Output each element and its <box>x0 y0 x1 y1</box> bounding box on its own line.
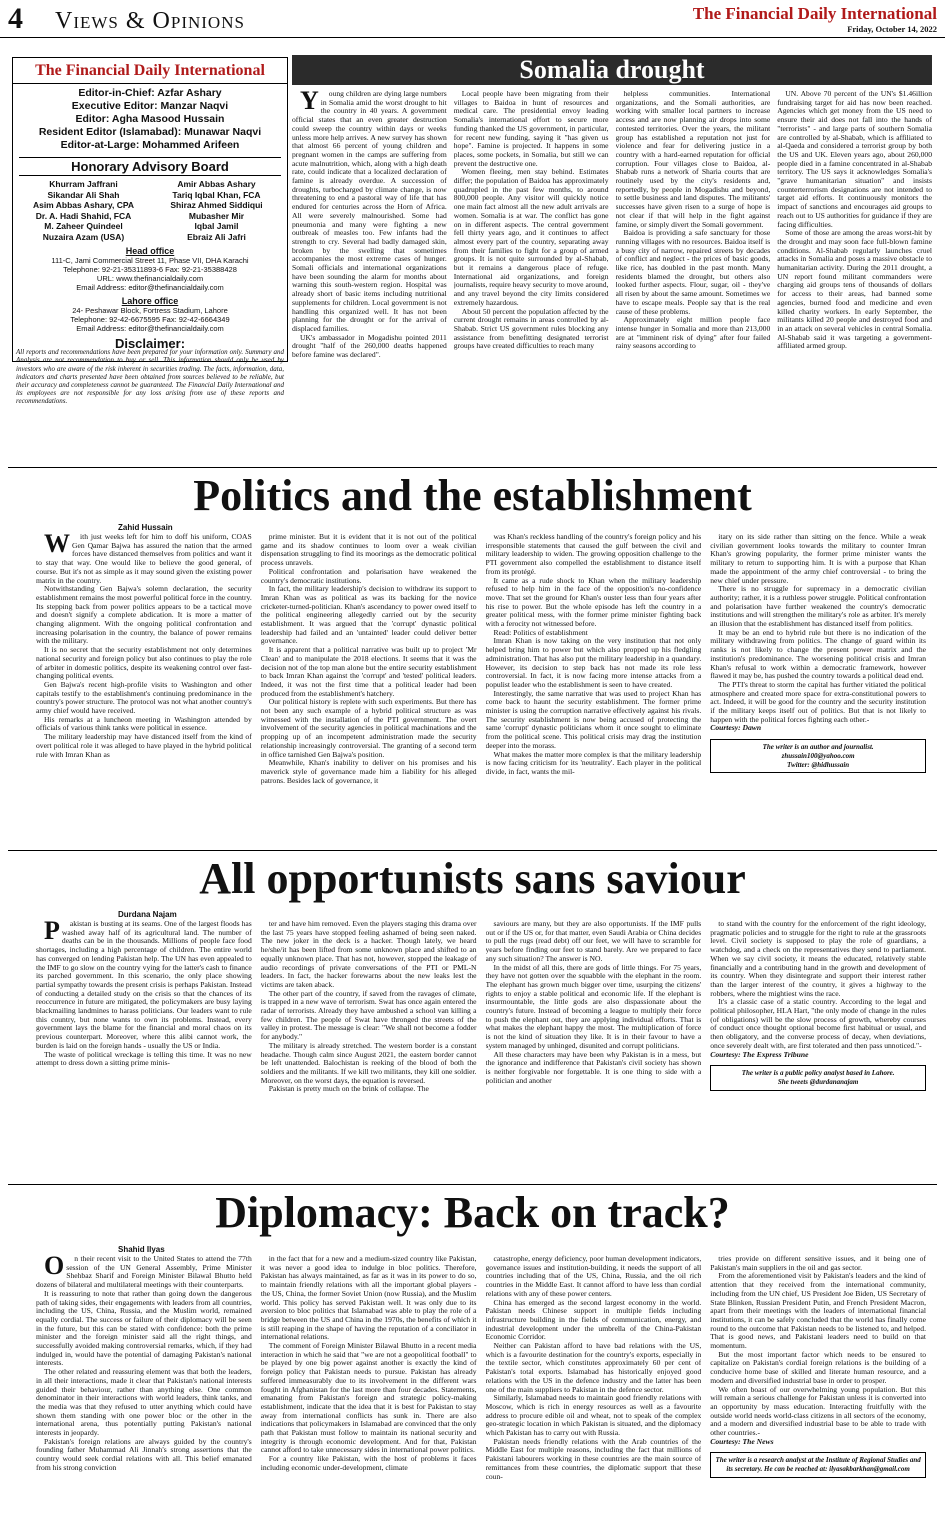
advisory-member: Nuzaira Azam (USA) <box>42 231 125 242</box>
paragraph: We often boast of our overwhelming young population. But this will remain a serious challenge for Pakistan unless it is converted into an opportunity by mass education. Interacting fruitfully with the outside world needs world-class citizens in all sectors of the economy, and a modern and diversified industrial base to be able to trade with other countries.- <box>710 1384 926 1438</box>
editor-line: Editor: Agha Masood Hussain <box>75 113 225 125</box>
head-office-title: Head office <box>125 246 175 256</box>
divider <box>8 467 937 468</box>
paragraph: On their recent visit to the United States to attend the 77th session of the UN General Assembly, Prime Minister Shehbaz Sharif and Foreign Minister Bilawal Bhutto held dozens of bilateral and multilateral meetings with their counterparts. <box>36 1255 252 1290</box>
editor-line: Editor-in-Chief: Azfar Ashary <box>78 87 222 99</box>
author-note <box>710 1065 926 1090</box>
editors-list <box>13 87 287 152</box>
paragraph: The PTI's threat to storm the capital has further vitiated the political atmosphere and created more space for extra-constitutional powers to act. Indeed, it will be good for the country and the security institution if the military keeps itself out of politics. But that is not likely to happen with the political forces fighting each other.- <box>710 679 926 724</box>
paragraph: ter and have him removed. Even the players staging this drama over the last 75 years have stopped feeling ashamed of being seen naked. The new joker in the deck is a hacker. Though lately, we heard he/she/it has been lifted from some unknown place and shifted to an equally unknown place. That has not, however, stopped the leakage of audio recordings of private conversations of the PTI or PML-N leaders. In fact, the hacker forewarns about the new leaks lest the victims are taken aback. <box>260 920 477 989</box>
editor-line: Resident Editor (Islamabad): Munawar Naqvi <box>38 126 262 138</box>
article-column <box>261 533 477 845</box>
advisory-member: Tariq Iqbal Khan, FCA <box>172 189 261 200</box>
author-note-line: She tweets @durdananajam <box>777 1077 859 1086</box>
paragraph: The other related and reassuring element was that both the leaders, in all their interactions, made it clear that Pakistan's national interests guided their behaviour, rather than anything else. One common denominator in their interactions with world leaders, think tanks, and the media was that they refused to utter anything which could have shown them standing with one power bloc or the other in the international arena, thus potentially putting Pakistan's national interests in jeopardy. <box>36 1367 252 1438</box>
author-note-line: Twitter: @hidhussain <box>787 760 850 769</box>
masthead-box <box>12 57 288 362</box>
paragraph: Read: Politics of establishment <box>493 627 588 637</box>
paragraph: Imran Khan is now taking on the very institution that not only helped bring him to power but which also propped up his fledgling administration. That has also put the military leadership in a quandary. However, its decision to step back has not made its role less controversial. In fact, it is now facing more intense attacks from a populist leader who the establishment is seen to have created. <box>485 636 702 689</box>
paragraph: Pakistan needs friendly relations with the Arab countries of the Middle East for multiple reasons, including the fact that millions of Pakistani labourers working in these countries are the main source of remittances from these countries, the diplomatic support that these coun- <box>485 1436 702 1481</box>
paragraph: It is reassuring to note that rather than going down the dangerous path of taking sides, their engagements with leaders from all countries, including the US, China, Russia, and the Muslim world, remained equally cordial. The success or failure of their diplomacy will be seen in the future, but this can be stated with confidence: both the prime minister and the foreign minister said all the right things, and successfully avoided making controversial remarks, which, if they had indulged in, would have the potential of damaging Pakistan's national interests. <box>36 1288 252 1368</box>
editor-line: Executive Editor: Manzar Naqvi <box>71 100 229 112</box>
article-column <box>710 920 926 1178</box>
paragraph: Gen Bajwa's recent high-profile visits to Washington and other capitals testify to the establishment's continuing predominance in the country's power structure. The protocol was not what another country's army chief would have received. <box>36 679 252 716</box>
section-title: Views & Opinions <box>55 8 245 34</box>
diplomacy-byline: Shahid Ilyas <box>118 1245 165 1254</box>
issue-date: Friday, October 14, 2022 <box>847 24 937 34</box>
article-column <box>486 1255 702 1525</box>
paragraph: But the most important factor which needs to be ensured to capitalize on Pakistan's cordial foreign relations is the building of a conducive home base of skilled and literate human resource, and a modern and diversified industrial base in order to prosper. <box>710 1349 926 1385</box>
paragraph: catastrophe, energy deficiency, poor human development indicators, governance issues and institution-building, it needs the support of all countries including that of the US, China, Russia, and the oil rich countries in the Middle East. It cannot afford to have less than cordial relations with any of these power centers. <box>485 1255 702 1298</box>
paragraph: Young children are dying large numbers in Somalia amid the worst drought to hit the country in 40 years. A government official states that an even greater destruction could sweep the country within days or weeks unless more help arrives. A new survey has shown that almost 66 percent of young children and pregnant women in the camps are suffering from acute malnutrition, which, along with a high death rate, could indicate that a localized declaration of famine is already overdue. A succession of droughts, turbocharged by climate change, is now threatening to end a pastoral way of life that has endured for centuries across the Horn of Africa. All were severely malnourished. Some had pneumonia and many were fighting a new outbreak of measles too. Few infants had the strength to cry. Several had badly damaged skin, broken by the swelling that sometimes accompanies the most extreme cases of hunger. Somali officials and international organizations have been sounding the alarm for months about warning this south-western region. Hospital was already short of basic items including nutritional supplements for children. Local government is not handling this organized well. It has not been planning for the drought or for the arrival of displaced families. <box>292 90 447 333</box>
paragraph: in the fact that for a new and a medium-sized country like Pakistan, it was never a good idea to indulge in bloc politics. Therefore, Pakistan has always maintained, as far as it was in its power to do so, to maintain friendly relations with all the important global players - the US, China, the former Soviet Union (now Russia), and the Muslim world. This policy has served Pakistan well. It was only due to its aversion to bloc politics that Islamabad was able to play the role of a bridge between the US and China in the 1970s, the benefits of which it is still reaping in the shape of having the reputation of a conciliator in international relations. <box>260 1255 477 1342</box>
author-note <box>710 1452 926 1477</box>
lahore-office-title: Lahore office <box>121 296 179 306</box>
paragraph: The other part of the country, if saved from the ravages of climate, is trapped in a new wave of terrorism. Swat has once again entered the radar of terrorists. Already they have ambushed a school van killing a few children. The people of Swat have thronged the streets of the valley in protest. The message is clear: "We shall not become a fodder for anybody." <box>260 988 477 1042</box>
paragraph: Local people have been migrating from their villages to Baidoa in hunt of resources and medical care. The presidential envoy leading Somalia's international effort to secure more funding thanked the US government, in particular, for recent new funding, saying it "has given us hope". Famine is projected. It happens in some places, some pockets, in Somalia, but still we can prevent the destructive one. <box>453 90 609 168</box>
article-column <box>36 1255 252 1525</box>
article-column <box>486 920 702 1178</box>
politics-byline: Zahid Hussain <box>118 523 173 532</box>
address-line: Telephone: 92-21-35311893-6 Fax: 92-21-35388428 <box>63 265 237 274</box>
paragraph: China has emerged as the second largest economy in the world. Pakistan needs Chinese support in multiple fields including infrastructure building in the fields of communication, energy, and industrial development under the umbrella of the China-Pakistan Economic Corridor. <box>485 1297 702 1342</box>
paragraph: With just weeks left for him to doff his uniform, COAS Gen Qamar Bajwa has assured the nation that the armed forces have distanced themselves from politics and want it to stay that way. One would like to believe the good general, of course. But it's not as simple as it may sound given the existing power matrix in the country. <box>36 533 252 585</box>
article-column <box>777 90 932 462</box>
paragraph: What makes the matter more complex is that the military leadership is now facing criticism for its 'neutrality'. Each player in the political divide, in fact, wants the mil- <box>485 749 702 776</box>
disclaimer-text: All reports and recommendations have been prepared for your information only. Summary and Analysis are not recommendation to buy or sell. This information should only be used by investors who are aware of the risk inherent in securities trading. The facts, information, data, indicators and charts presented have been obtained from sources believed to be reliable, but their accuracy and completeness cannot be guaranteed. The Financial Daily International and its employees are not responsible for any loss arising from use of these reports and recommendations. <box>16 348 284 406</box>
author-note-line: The writer is an author and journalist. <box>762 743 874 752</box>
paragraph: There is no struggle for supremacy in a democratic civilian authority; rather, it is a ruthless power struggle. Political confrontation and polarisation have further weakened the country's democratic institutions and will strengthen the military's role as arbiter. It's merely an illusion that the establishment has distanced itself from politics. <box>710 584 926 629</box>
advisory-left-list <box>17 179 150 242</box>
advisory-member: Amir Abbas Ashary <box>177 179 256 189</box>
divider <box>8 850 937 851</box>
paragraph: His remarks at a luncheon meeting in Washington attended by officials of various think tanks were political in essence. <box>36 714 252 733</box>
page-header <box>0 0 945 38</box>
paragraph: Political confrontation and polarisation have weakened the country's democratic institutions. <box>260 566 477 585</box>
advisory-right-list <box>150 179 283 242</box>
article-column <box>36 533 252 845</box>
paragraph: to stand with the country for the enforcement of the right ideology, pragmatic policies and to struggle for the right to rule at the grassroots level. Civil society is supposed to play the role of guardians, a watchdog, and a check on the representatives they send to parliament. When we say civil society, it means the educated, relatively stable financially and a contributing hand in the growth and development of its country. When they disintegrate and support their interest rather than the larger interest of the country, it gives a highway to the robbers, where the mightiest wins the race. <box>710 920 926 998</box>
paragraph: Notwithstanding Gen Bajwa's solemn declaration, the security establishment remains the most powerful political force in the country. Its stepping back from power politics appears to be a tactical move and doesn't signify a complete abdication. It is more a matter of changing alignment. With the ongoing political confrontation and increasing polarisation in the country, the balance of power remains with the military. <box>36 584 252 646</box>
advisory-member: M. Zaheer Quindeel <box>44 221 123 231</box>
advisory-member: Mubasher Mir <box>188 210 245 221</box>
advisory-member: Dr. A. Hadi Shahid, FCA <box>35 210 132 221</box>
address-line: Telephone: 92-42-6675595 Fax: 92-42-6664349 <box>70 315 230 324</box>
paragraph: Approximately eight million people face intense hunger in Somalia and more than 213,000 are at "imminent risk of dying" after four failed rainy seasons according to <box>615 315 771 351</box>
diplomacy-article <box>36 1255 926 1525</box>
paragraph: It is no secret that the security establishment not only determines national security and foreign policy but also continues to play the role of arbiter in domestic politics, despite its weakening control over fast-changing political events. <box>36 645 252 681</box>
head-office-address <box>13 256 287 292</box>
paragraph: The comment of Foreign Minister Bilawal Bhutto in a recent media interaction in which he said that "we are not a geopolitical football" to be played by one big power against another is exactly the kind of foreign policy that Pakistan needs to pursue. Pakistan has already suffered immeasurably due to its involvement in the different wars fought in Afghanistan for the last more than four decades. Statements, emanating from Pakistan's foreign and strategic policy-making establishment, indicate that the idea that it is best for Pakistan to stay away from international conflicts has sunk in. There are also indications that policymakers in Islamabad are convinced that the only path that Pakistan must follow to maintain its national security and integrity is through economic development. And for that, Pakistan cannot afford to take unnecessary sides in international power politics. <box>260 1341 477 1455</box>
paragraph: Pakistan is busting at its seams. One of the largest floods has washed away half of its agricultural land. The number of deaths can be in the thousands. Millions of people face food shortages, including a high percentage of children. The entire world has converged on lending Pakistan help. The UN has even appealed to the IMF to go slow on the country vying for the latter's cash to finance its parched government. In this scenario, the only place showing partial sympathy towards the present crisis is perhaps Pakistan. Instead of conducting a detailed study on the crisis so that the chances of its reoccurrence in future are mitigated, the policymakers are busy laying blackmailing landmines to harass politicians. Our leaders want to rule this country, but none wants to own its problems. Instead, every government lays the blame for the financial and moral chaos on its previous counterpart. Moreover, where this alibi cannot work, the burden is laid on the foreign hands - usually the US or India. <box>36 920 252 1050</box>
paragraph: It is apparent that a political narrative was built up to project 'Mr Clean' and to manipulate the 2018 elections. It seems that it was the decision not of the top man alone but the entire security establishment to back Imran Khan against the 'corrupt' and 'tested' political leaders. Indeed, it was not the first time that a political leader had been produced from the establishment's hatchery. <box>260 645 477 698</box>
politics-headline: Politics and the establishment <box>193 471 752 520</box>
paragraph: The military leadership may have distanced itself from the kind of overt political role it was alleged to have played in the hybrid political rule with Imran Khan as <box>36 732 252 759</box>
paragraph: Meanwhile, Khan's inability to deliver on his promises and his maverick style of governance made him a liability for his alleged patrons. Besides lack of governance, it <box>260 758 477 785</box>
paragraph: Baidoa is providing a safe sanctuary for those running villages with no resources. Baidoa itself is a busy city of narrow, repaired streets by decades of conflict and neglect - the prices of basic goods, like rice, has doubled in the past month. Many residents blamed the drought, but others also looked further aspects. Flour, sugar, oil - they've all risen by about the same amount. Sometimes we have to escape meals. People say that is the real cause of these problems. <box>615 228 771 316</box>
article-credit: Courtesy: The News <box>710 1436 774 1446</box>
brand-name: The Financial Daily International <box>692 4 937 23</box>
address-line: 111-C, Jami Commercial Street 11, Phase VII, DHA Karachi <box>51 256 249 265</box>
author-note-line: The writer is a research analyst at the Institute of Regional Studies and its secretary. He can be reached at: ilyasakbarkhan@gmail.com <box>715 1456 921 1474</box>
paragraph: The waste of political wreckage is telling this time. It was no new attempt to dress down a sitting prime minis- <box>36 1049 252 1068</box>
paragraph: Our political history is replete with such experiments. But there has not been any such example of a hybrid political structure as was witnessed with the installation of the PTI government. The overt involvement of the security agencies in political machinations and the propping up of an incompetent administration made the security relationship increasingly controversial. The granting of a second term in office tarnished Gen Bajwa's position. <box>260 697 477 759</box>
somalia-headline: Somalia drought <box>292 55 932 85</box>
paragraph: It came as a rude shock to Khan when the military leadership refused to help him in the face of the opposition's no-confidence move. That set the ground for Khan's ouster less than four years after his rise to power. But the whole episode has left the country in a greater political mess, with the former prime minister fighting back with a ferocity not witnessed before. <box>485 575 702 629</box>
advisory-member: Iqbal Jamil <box>194 221 239 231</box>
paragraph: From the aforementioned visit by Pakistan's leaders and the kind of attention that they received from the international community, including from the UN chief, US President Joe Biden, US Secretary of State Blinken, Russian President Putin, and French President Macron, apart from their meetings with the leaders of international financial institutions, it can be safely concluded that the world has finally come round to the outcome that Pakistan needs to be listened to, and helped. That is good news, and Pakistani leaders need to build on that momentum. <box>710 1271 926 1351</box>
opportunists-byline: Durdana Najam <box>118 910 177 919</box>
disclaimer-title: Disclaimer: <box>114 336 186 351</box>
diplomacy-headline: Diplomacy: Back on track? <box>215 1188 730 1237</box>
article-credit: Courtesy: The Express Tribune <box>710 1049 809 1059</box>
author-note-line: The writer is a public policy analyst based in Lahore. <box>741 1069 895 1078</box>
paragraph: All these characters may have been why Pakistan is in a mess, but the ignorance and indifference that Pakistan's civil society has shown is neither forgivable nor forgettable. It is one thing to side with a politician and another <box>485 1049 702 1085</box>
paragraph: Pakistan's foreign relations are always guided by the country's founding father Muhammad Ali Jinnah's strong assertions that the country would seek cordial relations with all. This belief emanated from his strong conviction <box>36 1436 252 1472</box>
advisory-member: Sikandar Ali Shah <box>47 189 120 200</box>
disclaimer <box>16 336 284 406</box>
advisory-member: Shiraz Ahmed Siddiqui <box>170 200 263 210</box>
paragraph: Interestingly, the same narrative that was used to project Khan has come back to haunt the security establishment. The former prime minister is using the corruption narrative effectively against his rivals. The security establishment is now being accused of protecting the same 'corrupt' dynastic politicians whom it once sought to eliminate from the political scene. This political crisis may drag the institution deeper into the morass. <box>485 688 702 750</box>
paragraph: The military is already stretched. The western border is a constant headache. Though calm since August 2021, the eastern border cannot be left unattended. Balochistan is reeking of the blood of both the soldiers and the militants. If we kill two militants, they kill one soldier. Moreover, on the worst days, the equation is reversed. <box>260 1040 477 1085</box>
paragraph: Women fleeing, men stay behind. Estimates differ; the population of Baidoa has approximately quadrupled in the past few months, to around 800,000 people. Any visitor will quickly notice one main fact almost all the new adult arrivals are women. Somalia is at war. The conflict has gone on in different aspects. The central government fell thirty years ago, and it continues to affect almost every part of the country, separating away from their families to fight for a group of armed groups. It is not quite surrounded by al-Shabab, but it remains a dangerous place of refuge. International aid organizations, and foreign journalists, require heavy security to move around, and any travel beyond the city limits considered extremely hazardous. <box>453 167 609 307</box>
advisory-member: Asim Abbas Ashary, CPA <box>32 200 135 210</box>
address-line: Email Address: editor@thefinancialdaily.com <box>76 324 224 333</box>
address-line: URL: www.thefinancialdaily.com <box>96 274 204 283</box>
paragraph: UK's ambassador in Mogadishu pointed 2011 drought "half of the 260,000 deaths happened before famine was declared". <box>292 332 447 360</box>
somalia-article <box>292 90 932 462</box>
article-column <box>454 90 609 462</box>
paragraph: UN. Above 70 percent of the UN's $1.46illion fundraising target for aid has now been reached. Agencies which get money from the US need to ensure their aid does not fall into the hands of "terrorists" - and large parts of southern Somalia are controlled by al-Shabab, which is affiliated to al-Qaeda and considered a terrorist group by both the US and UK. Eleven years ago, about 260,000 people died in a famine concentrated in al-Shabab territory. The US says it acknowledges Somalia's "grave humanitarian situation" and insists counterterrorism designations are not intended to target aid efforts. It continuously monitors the impact of sanctions and encourages aid groups to reach out to US authorities for guidance if they are facing difficulties. <box>777 90 932 229</box>
article-column <box>486 533 702 845</box>
paragraph: In the midst of all this, there are gods of little things. For 75 years, they have not gotten over the squabble with the elephant in the room. The elephant has grown much bigger over time, usurping the citizens' rights to enjoy a stable political and economic life. If the elephant is insurmountable, the little gods are also dispassionate about the country's future. Instead of becoming a league to multiply their force to push the elephant out, they are applying individual efforts. That is what makes the elephant happy the most. The multiplication of force is not the kind of situation they like. It is in their favour to have a system managed by unhinged, disunited and corrupt politicians. <box>485 962 702 1050</box>
paragraph: prime minister. But it is evident that it is not out of the political game and its shadow continues to loom over a weak civilian dispensation struggling to find its moorings as the democratic political process unravels. <box>260 533 477 568</box>
article-column <box>261 920 477 1178</box>
paragraph: Some of those are among the areas worst-hit by the drought and may soon face full-blown famine conditions. Al-Shabab regularly launches cruel attacks in Somalia and poses a massive obstacle to humanitarian activity. During the 2011 drought, a UN report found militant commanders were charging aid groups tens of thousands of dollars for access to their areas, had banned some agencies, burned food and medicine and even killed charity workers. In early September, the militants killed 20 people and destroyed food and in an attack on several vehicles in central Somalia. Al-Shabab said it was targeting a government-affiliated armed group. <box>777 228 932 351</box>
article-column <box>36 920 252 1178</box>
article-column <box>710 533 926 845</box>
address-line: 24- Peshawar Block, Fortress Stadium, Lahore <box>72 306 228 315</box>
article-column <box>616 90 771 462</box>
advisory-title: Honorary Advisory Board <box>19 157 281 176</box>
paragraph: Pakistan is pretty much on the brink of collapse. The <box>268 1084 429 1094</box>
paragraph: It may be an end to hybrid rule but there is no indication of the military withdrawing from politics. The change of guard within its ranks is not likely to change the present power matrix and the institution's predominance. The worsening political crisis and Imran Khan's refusal to work within a democratic framework, however flawed it may be, has pushed the country towards a political dead end. <box>710 627 926 681</box>
paragraph: In fact, the military leadership's decision to withdraw its support to Imran Khan was as political as was its backing for the novice cricketer-turned-politician. Khan's ascendancy to power owed itself to the political engineering allegedly carried out by the security establishment. It was argued that the 'corrupt' dynastic political leadership had failed and an 'untainted' leader could deliver better governance. <box>260 584 477 646</box>
divider <box>8 1184 937 1185</box>
paragraph: Similarly, Islamabad needs to maintain good friendly relations with Moscow, which is rich in energy resources as well as a favourite address to procure edible oil and wheat, not to speak of the complex geo-strategic location in which Pakistan is situated, and the diplomacy which Pakistan has to carry out with Russia. <box>485 1393 702 1438</box>
page-number: 4 <box>8 2 23 35</box>
address-line: Email Address: editor@thefinancialdaily.com <box>76 283 224 292</box>
opportunists-headline: All opportunists sans saviour <box>199 854 746 903</box>
advisory-member: Ebraiz Ali Jafri <box>187 231 246 242</box>
author-note-line: zhussain100@yahoo.com <box>781 751 855 760</box>
paragraph: For a country like Pakistan, with the host of problems it faces including economic under-development, climate <box>260 1454 477 1472</box>
paragraph: saviours are many, but they are also opportunists. If the IMF pulls out or if the US or, for that matter, even Saudi Arabia or China decides to pull the rugs (read debt) off our feet, we will have to scramble for years before finding our feet to stand barely. Are we prepared to face any such situation? The answer is NO. <box>485 920 702 963</box>
advisory-board <box>13 179 287 242</box>
paragraph: Neither can Pakistan afford to have bad relations with the US, which is a favourite destination for the country's exports, especially in the textile sector, which constitutes approximately 60 per cent of Pakistan's total exports. Islamabad has historically enjoyed good relations with the US in the defence industry and the latter has been one of the main suppliers to Pakistan in the defence sector. <box>485 1341 702 1394</box>
paragraph: itary on its side rather than sitting on the fence. While a weak civilian government looks towards the military to counter Imran Khan's growing popularity, the former prime minister wants the military to return to supporting him. It is with a purpose that Khan made the appointment of the army chief controversial - to bring the new chief under pressure. <box>710 533 926 585</box>
article-column <box>710 1255 926 1525</box>
article-credit: Courtesy: Dawn <box>710 723 762 733</box>
masthead-paper-name: The Financial Daily International <box>13 62 287 84</box>
paragraph: helpless communities. International organizations, and the Somali authorities, are working with smaller local partners to increase access and are now planning air drops into some contested territories. Over the years, the militant group has established a reputation not just for violence and fear for delivering justice in a country with a hard-earned reputation for official corruption. Four villages close to Baidoa, al-Shabab runs a network of Sharia courts that are routinely used by the city's residents and, reportedly, by people in Mogadishu and beyond, to settle business and land disputes. The militants' successes have given risen to a surge of hope is not clear if that will help in the fight against famine, or simply divert the Somali government. <box>615 90 771 229</box>
politics-article <box>36 533 926 845</box>
paragraph: tries provide on different sensitive issues, and it being one of Pakistan's main suppliers in the oil and gas sector. <box>710 1255 926 1272</box>
editor-line: Editor-at-Large: Mohammed Arifeen <box>60 139 240 151</box>
article-column <box>261 1255 477 1525</box>
lahore-office-address <box>13 306 287 333</box>
paragraph: was Khan's reckless handling of the country's foreign policy and his irresponsible statements that caused the gulf between the civil and military leadership to widen. The growing opposition challenge to the PTI government also compelled the establishment to distance itself from its protégé. <box>485 533 702 576</box>
article-column <box>292 90 447 462</box>
advisory-member: Khurram Jaffrani <box>49 179 118 189</box>
author-note <box>710 739 926 773</box>
opportunists-article <box>36 920 926 1178</box>
paragraph: About 50 percent the population affected by the current drought remains in areas controlled by al-Shabab. Strict US government rules blocking any assistance from benefitting designated terrorist groups have created difficulties to reach many <box>453 306 609 351</box>
paragraph: It's a classic case of a static country. According to the legal and political philosopher, HLA Hart, "the only mode of change in the rules (of obligations) will be the slow process of growth, whereby courses of conduct once thought optional become first habitual or usual, and then obligatory, and the converse process of decay, when deviations, once severely dealt with, are first tolerated and then pass unnoticed."- <box>710 997 926 1050</box>
